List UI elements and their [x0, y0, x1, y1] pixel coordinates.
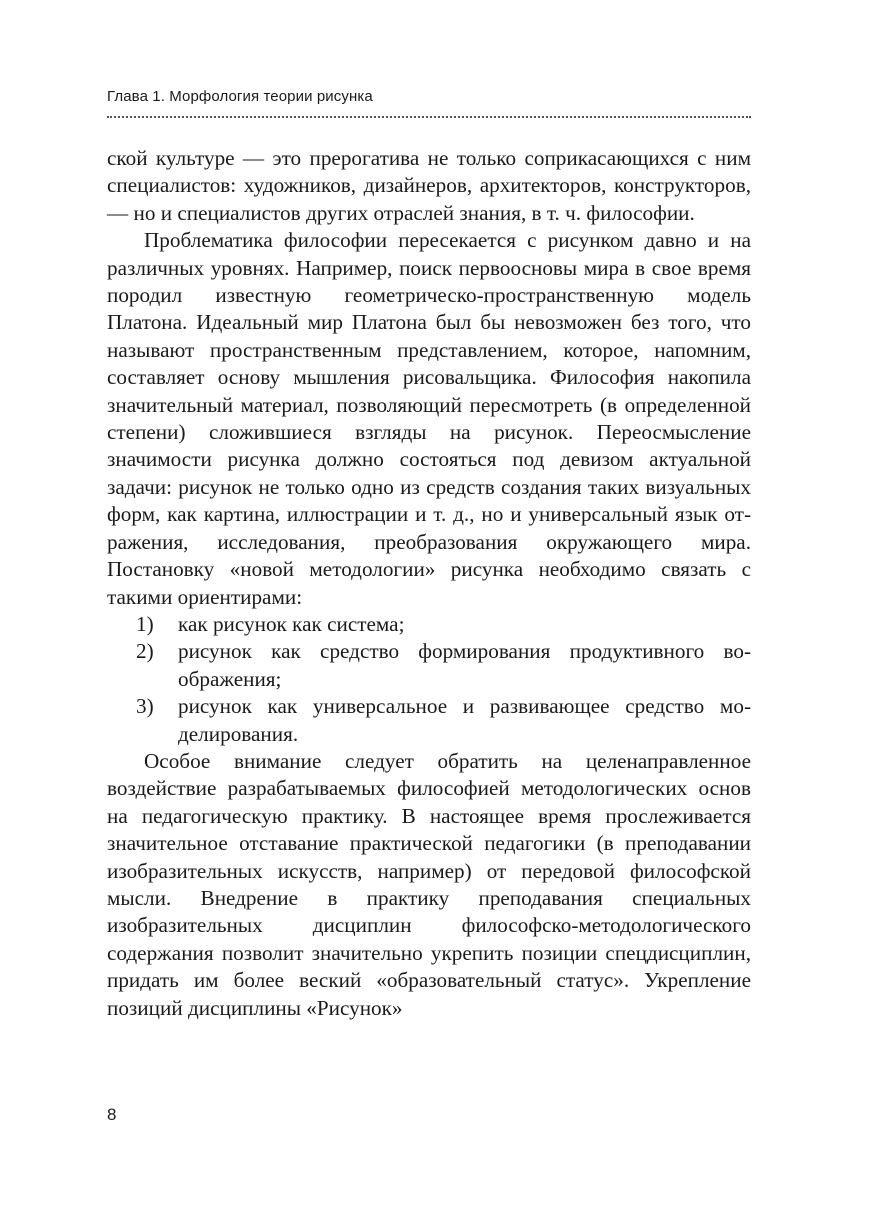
- paragraph-continuation: ской культуре — это прерогатива не только соприкасающихся с ним специалистов: художников, дизайнеров, архитекторов, конструкторов, — но и специалистов других отраслей знания, в т. ч. философии.: [107, 146, 751, 225]
- orientation-list: [107, 611, 751, 748]
- header-dotted-rule: [107, 116, 751, 118]
- running-head: Глава 1. Морфология теории рисунка: [107, 88, 373, 105]
- list-item-number: 1): [136, 611, 154, 636]
- page-number: 8: [107, 1105, 117, 1124]
- list-item: [107, 611, 751, 638]
- list-item: [107, 638, 751, 693]
- list-item: [107, 693, 751, 748]
- paragraph-pedagogy: Особое внимание следует обратить на целенаправленное воздействие разрабатываемых философией методологических основ на педагогическую практику. В настоящее время прослеживается значительное отставание практической педагогики (в преподавании изобразительных искусств, например) от передовой философской мысли. Внедрение в практику преподавания специальных изобразительных дисциплин философско-методологического содержания позволит значительно укрепить позиции спецдисциплин, придать им более веский «образовательный статус». Укрепление позиций дисциплины «Рисунок»: [107, 748, 751, 1020]
- body-text: [107, 145, 751, 1022]
- list-item-text: рисунок как средство формирования продуктивного воображения;: [178, 639, 751, 691]
- list-item-number: 2): [136, 639, 154, 664]
- list-item-number: 3): [136, 694, 154, 719]
- list-item-text: как рисунок как система;: [178, 611, 405, 636]
- list-item-text: рисунок как универсальное и развивающее средство моделирования.: [178, 694, 751, 746]
- paragraph-philosophy: Проблематика философии пересекается с рисунком давно и на различных уровнях. Например, поиск первоосновы мира в свое время породил известную геометрическо-пространственную модель Платона. Идеальный мир Платона был бы невозможен без того, что называют пространственным представлением, которое, напомним, составляет основу мышления рисовальщика. Философия накопила значительный материал, позволяющий пересмотреть (в определенной степени) сложившиеся взгляды на рисунок. Переосмысление значимости рисунка должно состояться под девизом актуальной задачи: рисунок не только одно из средств создания таких визуальных форм, как картина, иллюстрации и т. д., но и универсальный язык отражения, исследования, преобразования окружающего мира. Постановку «новой методологии» рисунка необходимо связать с такими ориентирами:: [107, 228, 751, 609]
